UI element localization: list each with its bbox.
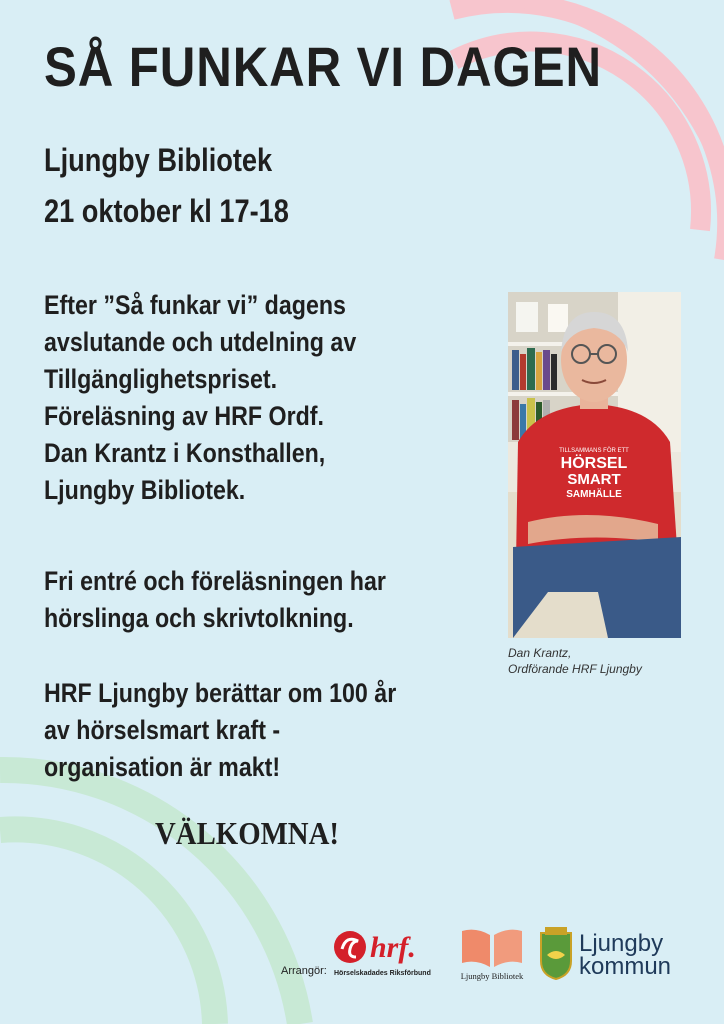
hrf-logo-subtitle: Hörselskadades Riksförbund	[334, 970, 431, 977]
text-line: avslutande och utdelning av	[44, 327, 357, 357]
text-line: Föreläsning av HRF Ordf.	[44, 401, 324, 431]
caption-line: Dan Krantz,	[508, 646, 572, 660]
kommun-line2: kommun	[579, 953, 672, 980]
hrf-logo	[332, 927, 442, 979]
page-title: SÅ FUNKAR VI DAGEN	[44, 35, 602, 98]
photo-caption	[508, 645, 642, 677]
shirt-text-3: SAMHÄLLE	[566, 489, 622, 500]
organizer-label: Arrangör:	[281, 965, 327, 977]
location-text: Ljungby Bibliotek	[44, 142, 273, 178]
green-arc-inner	[0, 829, 215, 1024]
text-line: hörslinga och skrivtolkning.	[44, 603, 354, 633]
paragraph-history	[44, 675, 491, 786]
text-line: Tillgänglighetspriset.	[44, 364, 278, 394]
kommun-line1: Ljungby	[579, 930, 664, 957]
shirt-text-top: TILLSAMMANS FÖR ETT	[559, 448, 629, 454]
text-line: Ljungby Bibliotek.	[44, 475, 246, 505]
text-line: av hörselsmart kraft -	[44, 715, 281, 745]
caption-line: Ordförande HRF Ljungby	[508, 662, 642, 676]
ljungby-kommun-logo	[537, 925, 687, 981]
text-line: Fri entré och föreläsningen har	[44, 566, 386, 596]
welcome-text: VÄLKOMNA!	[155, 815, 339, 851]
library-logo-text: Ljungby Bibliotek	[460, 971, 524, 981]
library-logo	[452, 927, 532, 982]
text-line: Efter ”Så funkar vi” dagens	[44, 290, 346, 320]
portrait-photo	[508, 292, 681, 638]
text-line: organisation är makt!	[44, 752, 281, 782]
portrait-illustration	[508, 292, 681, 638]
paragraph-accessibility	[44, 563, 491, 637]
hrf-logo-text: hrf.	[370, 931, 416, 964]
shirt-text-2: SMART	[567, 471, 621, 488]
datetime-text: 21 oktober kl 17-18	[44, 193, 289, 229]
text-line: Dan Krantz i Konsthallen,	[44, 438, 326, 468]
text-line: HRF Ljungby berättar om 100 år	[44, 678, 397, 708]
shirt-text-1: HÖRSEL	[560, 455, 628, 472]
paragraph-event	[44, 287, 491, 509]
